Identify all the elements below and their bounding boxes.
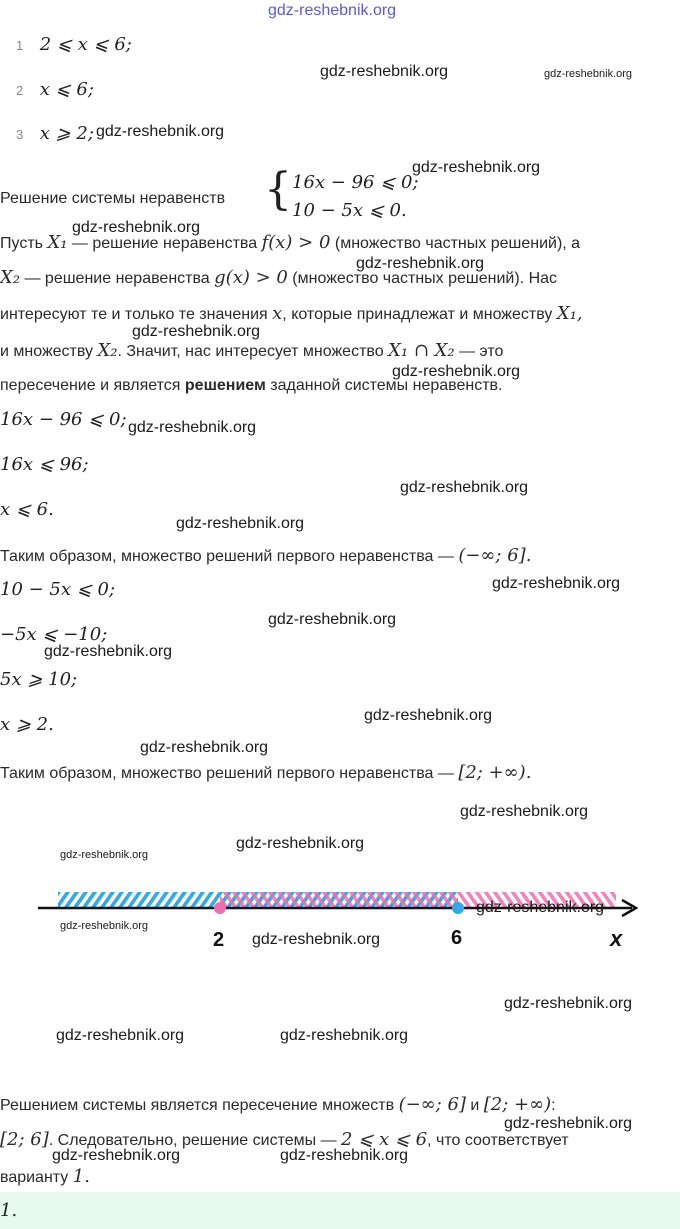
option-2-number: 2 [16, 83, 24, 98]
option-2 [16, 79, 94, 100]
conclusion-1 [0, 545, 531, 566]
watermark: gdz-reshebnik.org [476, 899, 605, 916]
watermark: gdz-reshebnik.org [280, 1147, 409, 1164]
final-l3b: 1. [72, 1166, 90, 1187]
watermark: gdz-reshebnik.org [364, 707, 493, 724]
step1-line-3: x ⩽ 6. [0, 499, 54, 520]
para-l4a: и множеству [0, 343, 98, 360]
conclusion-2-set: [2; +∞). [458, 762, 532, 783]
option-1-number: 1 [16, 38, 24, 53]
watermark: gdz-reshebnik.org [72, 219, 201, 236]
watermark: gdz-reshebnik.org [356, 255, 485, 272]
watermark: gdz-reshebnik.org [128, 419, 257, 436]
para-l4b: X₂ [97, 340, 118, 361]
para-l5b: решением [184, 377, 266, 394]
point-a [214, 902, 226, 914]
watermark: gdz-reshebnik.org [60, 849, 149, 861]
para-l3a: интересуют те и только те значения [0, 306, 273, 323]
para-line-3 [0, 303, 583, 324]
para-l3d: X₁, [556, 303, 583, 324]
para-l1b: X₁ [47, 232, 68, 253]
final-l1c: и [465, 1097, 484, 1114]
answer-value: 1. [0, 1200, 18, 1221]
para-line-4 [0, 340, 503, 361]
watermark: gdz-reshebnik.org [44, 643, 173, 660]
system-eq-2: 10 − 5x ⩽ 0. [292, 200, 407, 221]
conclusion-1-text: Таким образом, множество решений первого неравенства — [0, 548, 459, 565]
system-brace: { [264, 164, 292, 215]
watermark: gdz-reshebnik.org [400, 479, 529, 496]
final-l2c: 2 ⩽ x ⩽ 6 [341, 1129, 428, 1150]
option-1 [16, 34, 132, 55]
final-line-1 [0, 1094, 556, 1115]
answer-box [0, 1192, 680, 1229]
conclusion-2 [0, 762, 531, 783]
watermark: gdz-reshebnik.org [140, 739, 269, 756]
watermark: gdz-reshebnik.org [504, 1115, 633, 1132]
system-eq-1: 16x − 96 ⩽ 0; [292, 172, 419, 193]
point-a-label: 2 [213, 929, 225, 951]
final-l1d: [2; +∞) [483, 1094, 552, 1115]
watermark: gdz-reshebnik.org [392, 363, 521, 380]
step1-line-2: 16x ⩽ 96; [0, 454, 89, 475]
point-b [452, 902, 464, 914]
final-l1e: : [551, 1097, 556, 1114]
option-1-expr: 2 ⩽ x ⩽ 6; [39, 34, 132, 55]
para-l5c: заданной системы неравенств. [265, 377, 503, 394]
final-l3a: варианту [0, 1169, 73, 1186]
option-3-expr: x ⩾ 2; [39, 123, 94, 144]
watermark: gdz-reshebnik.org [544, 68, 633, 80]
watermark: gdz-reshebnik.org [492, 575, 621, 592]
watermark: gdz-reshebnik.org [504, 995, 633, 1012]
final-l1a: Решением системы является пересечение множеств [0, 1097, 399, 1114]
para-l2c: g(x) > 0 [214, 267, 288, 288]
para-l2b: — решение неравенства [20, 270, 215, 287]
para-l5a: пересечение и является [0, 377, 185, 394]
option-3 [16, 123, 94, 144]
watermark: gdz-reshebnik.org [96, 123, 225, 140]
para-l4d: X₁ ∩ X₂ [388, 340, 455, 361]
para-l1d: f(x) > 0 [261, 232, 331, 253]
para-l4c: . Значит, нас интересует множество [117, 343, 389, 360]
para-l2a: X₂ [0, 267, 21, 288]
watermark: gdz-reshebnik.org [52, 1147, 181, 1164]
para-l3b: x [272, 303, 283, 324]
step1-line-1: 16x − 96 ⩽ 0; [0, 409, 127, 430]
step2-line-1: 10 − 5x ⩽ 0; [0, 579, 116, 600]
para-l1a: Пусть [0, 235, 48, 252]
option-2-expr: x ⩽ 6; [39, 79, 94, 100]
step2-line-4: x ⩾ 2. [0, 714, 54, 735]
para-l1e: (множество частных решений), а [330, 235, 581, 252]
watermark: gdz-reshebnik.org [320, 63, 449, 80]
watermark: gdz-reshebnik.org [460, 803, 589, 820]
watermark: gdz-reshebnik.org [268, 611, 397, 628]
final-l2a: [2; 6] [0, 1129, 49, 1150]
watermark: gdz-reshebnik.org [236, 835, 365, 852]
final-l2d: , что соответствует [427, 1132, 569, 1149]
para-l4e: — это [454, 343, 504, 360]
axis-label: x [610, 926, 623, 951]
watermark: gdz-reshebnik.org [252, 931, 381, 948]
step2-line-3: 5x ⩾ 10; [0, 669, 78, 690]
conclusion-2-text: Таким образом, множество решений первого неравенства — [0, 765, 459, 782]
step2-line-2: −5x ⩽ −10; [0, 624, 108, 645]
watermark: gdz-reshebnik.org [412, 159, 541, 176]
system-label: Решение системы неравенств [0, 190, 226, 207]
watermark: gdz-reshebnik.org [280, 1027, 409, 1044]
final-l2b: . Следовательно, решение системы — [48, 1132, 342, 1149]
option-3-number: 3 [16, 127, 24, 142]
final-line-3 [0, 1166, 90, 1187]
watermark: gdz-reshebnik.org [176, 515, 305, 532]
para-l2d: (множество частных решений). Нас [287, 270, 558, 287]
para-l3c: , которые принадлежат и множеству [282, 306, 557, 323]
final-l1b: (−∞; 6] [398, 1094, 466, 1115]
point-b-label: 6 [451, 927, 463, 949]
para-l1c: — решение неравенства [67, 235, 262, 252]
watermark-top: gdz-reshebnik.org [268, 2, 397, 19]
watermark: gdz-reshebnik.org [132, 323, 261, 340]
conclusion-1-set: (−∞; 6]. [458, 545, 532, 566]
watermark: gdz-reshebnik.org [56, 1027, 185, 1044]
watermark: gdz-reshebnik.org [60, 920, 149, 932]
